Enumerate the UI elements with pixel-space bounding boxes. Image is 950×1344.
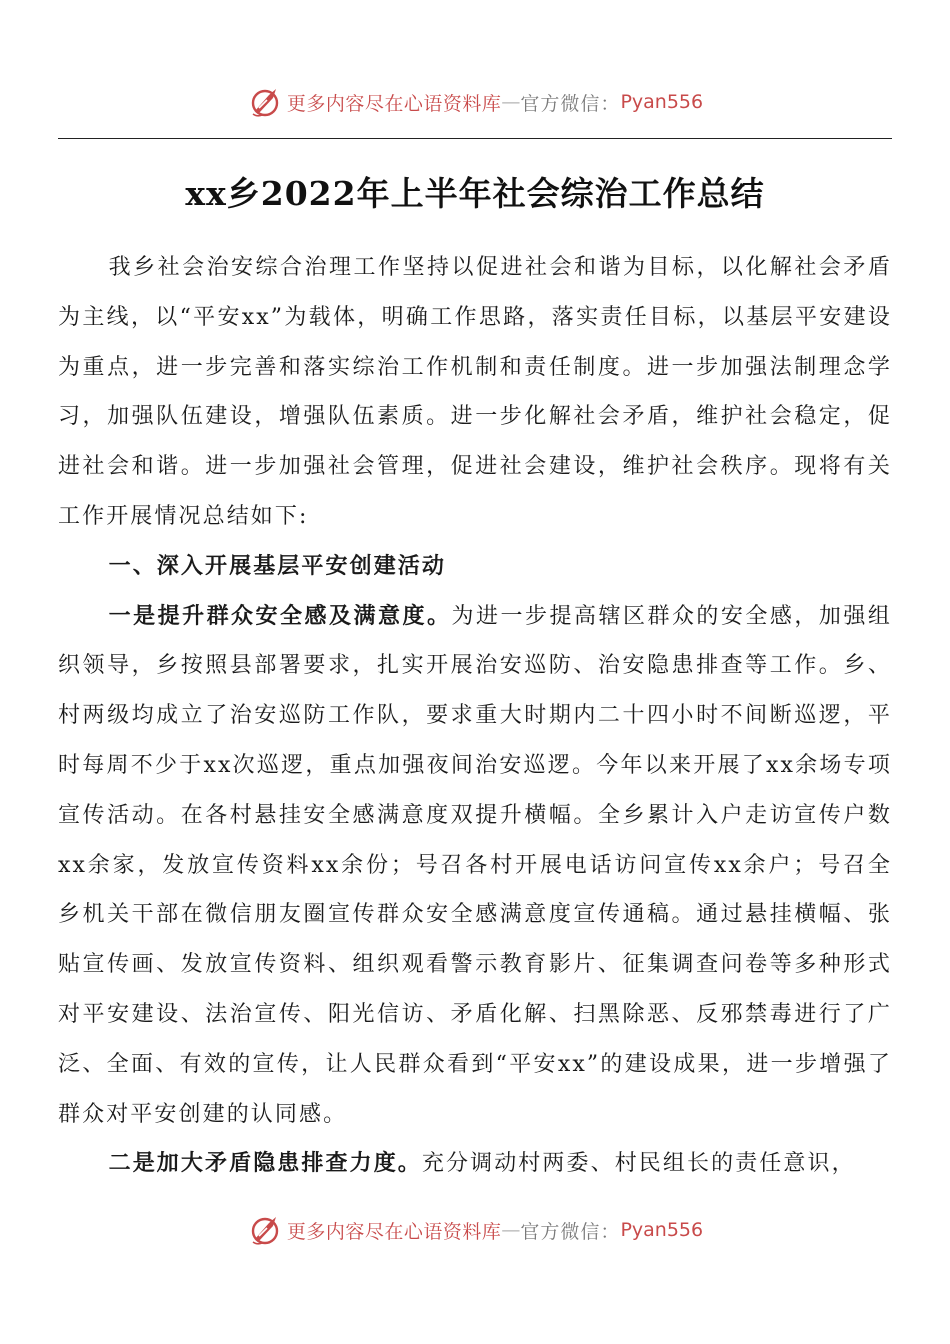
banner-site-text: 更多内容尽在心语资料库 <box>286 92 502 115</box>
item-2-paragraph <box>58 1139 892 1189</box>
intro-paragraph: 我乡社会治安综合治理工作坚持以促进社会和谐为目标，以化解社会矛盾为主线，以“平安xx”为载体，明确工作思路，落实责任目标，以基层平安建设为重点，进一步完善和落实综治工作机制和责任制度。进一步加强法制理念学习，加强队伍建设，增强队伍素质。进一步化解社会矛盾，维护社会稳定，促进社会和谐。进一步加强社会管理，促进社会建设，维护社会秩序。现将有关工作开展情况总结如下: <box>58 255 892 529</box>
header-rule <box>58 138 892 139</box>
item-1-paragraph <box>58 592 892 1140</box>
pen-nib-logo-icon <box>247 84 283 120</box>
footer-banner <box>0 1210 950 1250</box>
item-2-lead: 二是加大矛盾隐患排查力度。 <box>108 1150 422 1177</box>
banner-official-label: 官方微信： <box>520 92 621 115</box>
pen-nib-logo-icon <box>247 1212 283 1248</box>
item-2-body: 充分调动村两委、村民组长的责任意识， <box>421 1151 856 1177</box>
header-banner <box>0 82 950 122</box>
document-body <box>58 243 892 1189</box>
banner-wechat-id: Pyan556 <box>620 1219 704 1241</box>
item-1-lead: 一是提升群众安全感及满意度。 <box>108 602 452 629</box>
banner-wechat-id: Pyan556 <box>620 91 704 113</box>
item-1-body: 为进一步提高辖区群众的安全感，加强组织领导，乡按照县部署要求，扎实开展治安巡防、治安隐患排查等工作。乡、村两级均成立了治安巡防工作队，要求重大时期内二十四小时不间断巡逻，平时每周不少于xx次巡逻，重点加强夜间治安巡逻。今年以来开展了xx余场专项宣传活动。在各村悬挂安全感满意度双提升横幅。全乡累计入户走访宣传户数xx余家，发放宣传资料xx余份；号召各村开展电话访问宣传xx余户；号召全乡机关干部在微信朋友圈宣传群众安全感满意度宣传通稿。通过悬挂横幅、张贴宣传画、发放宣传资料、组织观看警示教育影片、征集调查问卷等多种形式对平安建设、法治宣传、阳光信访、矛盾化解、扫黑除恶、反邪禁毒进行了广泛、全面、有效的宣传，让人民群众看到“平安xx”的建设成果，进一步增强了群众对平安创建的认同感。 <box>58 603 892 1127</box>
banner-site-text: 更多内容尽在心语资料库 <box>286 1220 502 1243</box>
page-title: xx乡2022年上半年社会综治工作总结 <box>185 174 765 213</box>
banner-dash: — <box>501 1219 521 1241</box>
banner-dash: — <box>501 91 521 113</box>
banner-official-label: 官方微信： <box>520 1220 621 1243</box>
section-1-heading: 一、深入开展基层平安创建活动 <box>108 553 446 579</box>
